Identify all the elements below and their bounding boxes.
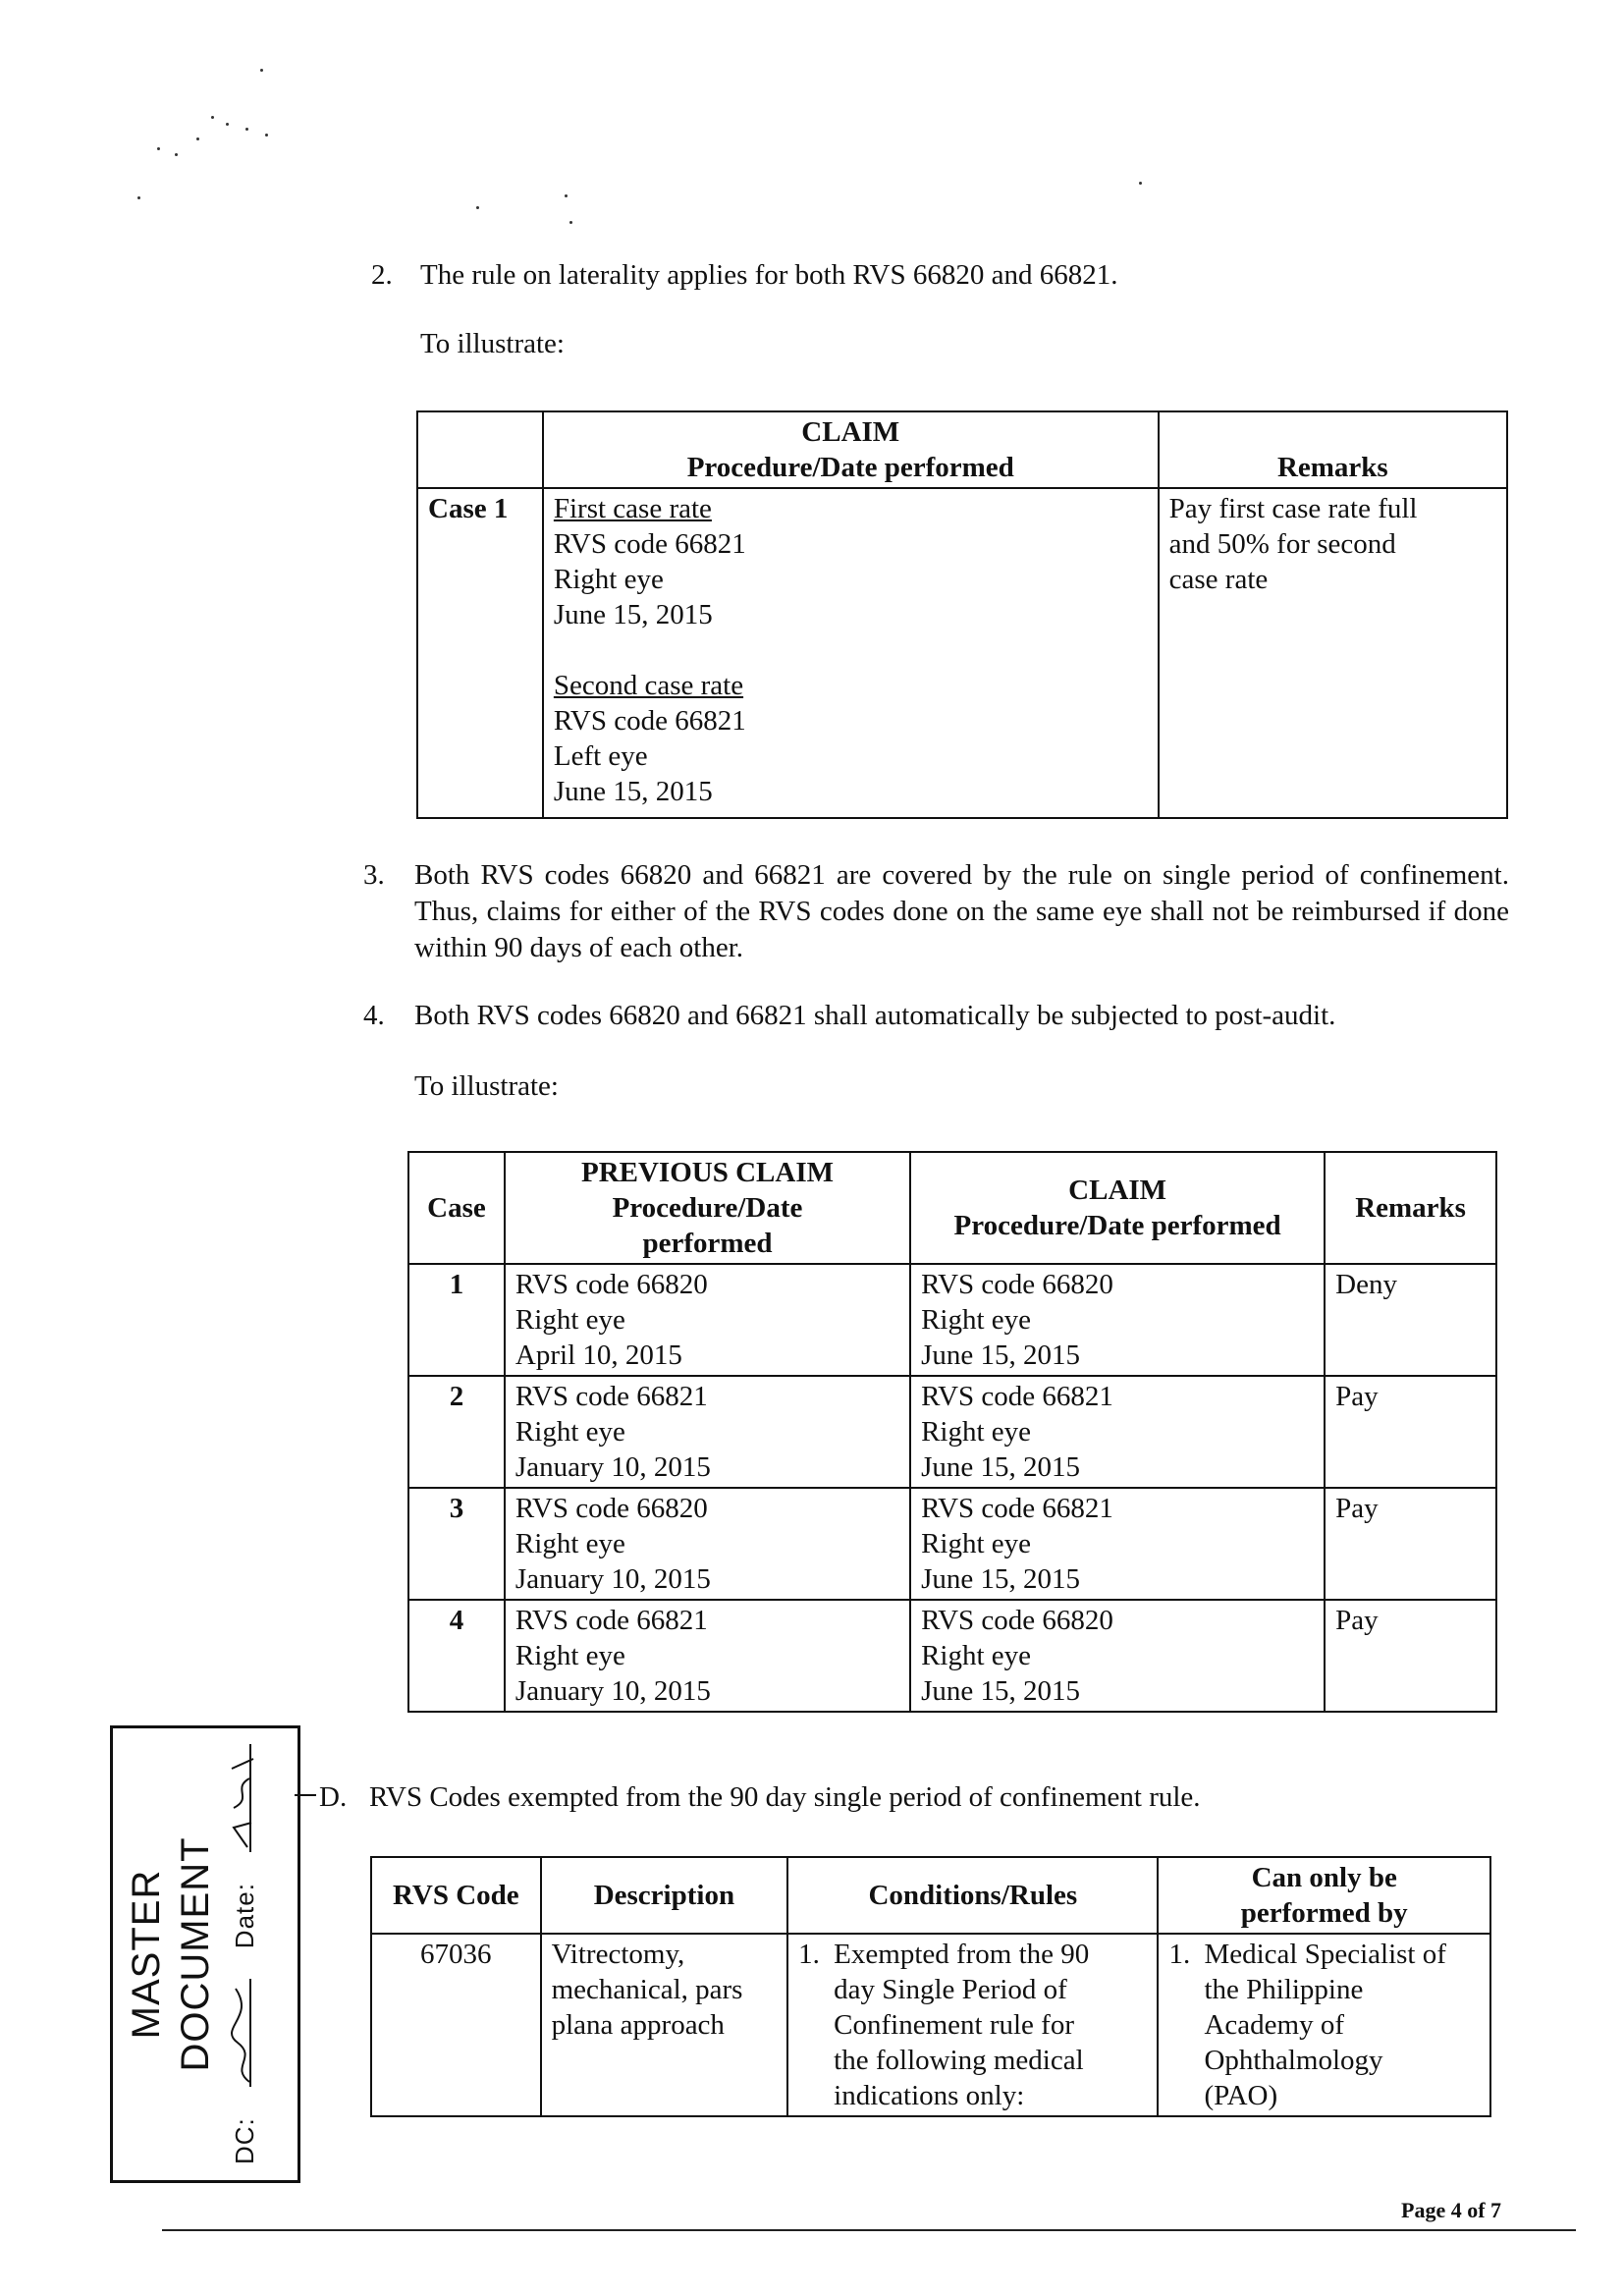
post-audit-table	[407, 1151, 1497, 1713]
second-case-rate-heading: Second case rate	[553, 670, 744, 701]
item-2-text: The rule on laterality applies for both RVS 66820 and 66821.	[420, 259, 1118, 291]
stamp-document-label: DOCUMENT	[174, 1836, 217, 2072]
item-2-number: 2.	[371, 259, 393, 291]
table2-remarks-header: Remarks	[1325, 1152, 1496, 1264]
page-number: Page 4 of 7	[1401, 2198, 1502, 2222]
table2-previous-claim-header: PREVIOUS CLAIM Procedure/Date performed	[505, 1152, 910, 1264]
table-row: 2 RVS code 66821 Right eye January 10, 2015 RVS code 66821 Right eye June 15, 2015 Pay	[408, 1376, 1496, 1488]
stamp-dc-label: DC:	[230, 2117, 259, 2164]
item-2-illustrate: To illustrate:	[420, 328, 565, 359]
table3-code-header: RVS Code	[371, 1857, 541, 1934]
item-4-number: 4.	[363, 1000, 385, 1031]
stamp-master-label: MASTER	[125, 1869, 168, 2040]
stamp-connector	[295, 1794, 316, 1796]
footer-rule	[162, 2229, 1576, 2231]
exempted-codes-table	[370, 1856, 1491, 2117]
laterality-table	[416, 410, 1508, 819]
table-row: 67036 Vitrectomy, mechanical, pars plana approach 1. Exempted from the 90 day Single Period of Confinement rule for the following medical indications only: 1. Medical Specialist of the Philippine Academy of Ophthalmology (PAO)	[371, 1934, 1490, 2116]
master-document-stamp	[110, 1725, 300, 2183]
table-row: 1 RVS code 66820 Right eye April 10, 2015 RVS code 66820 Right eye June 15, 2015 Deny	[408, 1264, 1496, 1376]
table1-claim-cell: First case rate RVS code 66821 Right eye June 15, 2015 Second case rate RVS code 66821 Left eye June 15, 2015	[543, 488, 1159, 818]
section-d-letter: D.	[319, 1781, 348, 1813]
table3-conditions-header: Conditions/Rules	[787, 1857, 1158, 1934]
table1-claim-header: CLAIM Procedure/Date performed	[543, 411, 1159, 488]
item-3-number: 3.	[363, 859, 385, 891]
table1-blank-header	[417, 411, 543, 488]
table-row: 3 RVS code 66820 Right eye January 10, 2015 RVS code 66821 Right eye June 15, 2015 Pay	[408, 1488, 1496, 1600]
table-row: 4 RVS code 66821 Right eye January 10, 2015 RVS code 66820 Right eye June 15, 2015 Pay	[408, 1600, 1496, 1712]
first-case-rate-heading: First case rate	[553, 493, 712, 524]
table2-claim-header: CLAIM Procedure/Date performed	[910, 1152, 1325, 1264]
item-4-illustrate: To illustrate:	[414, 1070, 559, 1102]
stamp-date-label: Date:	[230, 1883, 259, 1949]
table1-remarks-header: Remarks	[1159, 411, 1507, 488]
stamp-signature	[220, 1979, 251, 2087]
table1-remarks-cell: Pay first case rate full and 50% for second case rate	[1159, 488, 1507, 818]
table2-case-header: Case	[408, 1152, 505, 1264]
table3-performed-by-header: Can only be performed by	[1158, 1857, 1490, 1934]
table3-description-header: Description	[541, 1857, 788, 1934]
stamp-date-signature	[220, 1744, 251, 1852]
section-d-text: RVS Codes exempted from the 90 day single period of confinement rule.	[369, 1781, 1201, 1813]
item-4-text: Both RVS codes 66820 and 66821 shall automatically be subjected to post-audit.	[414, 1000, 1336, 1031]
item-3-text: Both RVS codes 66820 and 66821 are covered by the rule on single period of confinement. Thus, claims for either of the RVS codes done on the same eye shall not be reimbursed if done within 90 days of each other.	[414, 859, 1509, 963]
table1-case-label: Case 1	[417, 488, 543, 818]
